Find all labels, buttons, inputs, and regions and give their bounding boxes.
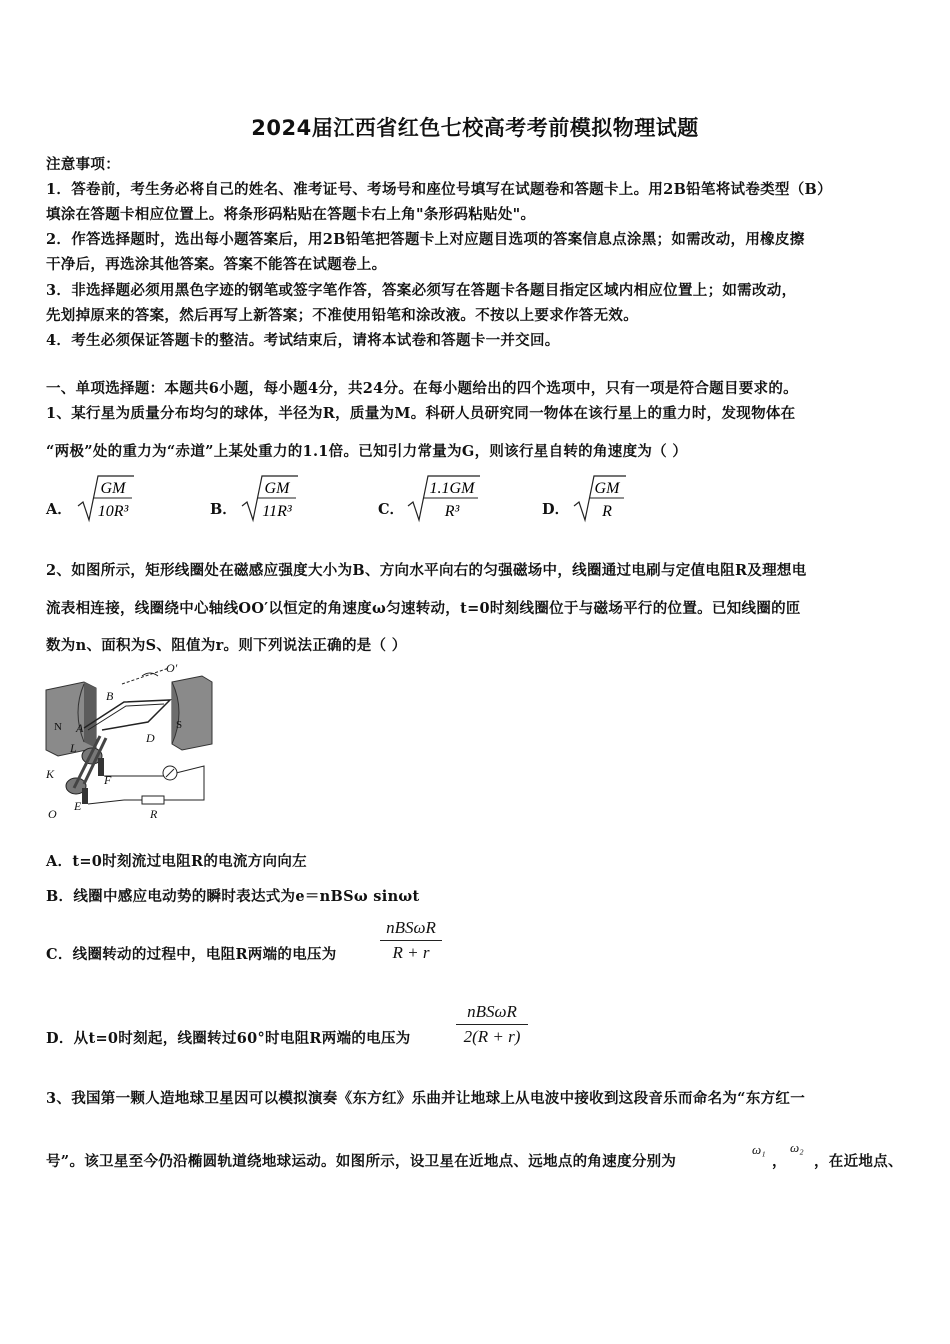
label-o: O xyxy=(48,807,57,821)
label-e: E xyxy=(74,799,82,813)
label-a: A xyxy=(76,721,84,735)
q1-option-d-label: D． xyxy=(542,501,570,518)
q1-option-b-radical xyxy=(240,474,300,524)
q3-omega2: ω₂ xyxy=(790,1140,804,1155)
q2-option-b: B．线圈中感应电动势的瞬时表达式为e＝nBSω sinωt xyxy=(46,888,420,905)
label-s: S xyxy=(176,719,183,731)
label-f: F xyxy=(104,773,112,787)
q2-option-c: C．线圈转动的过程中，电阻R两端的电压为 xyxy=(46,946,337,963)
q3-omega1: ω₁ xyxy=(752,1142,766,1157)
page-title: 2024届江西省红色七校高考考前模拟物理试题 xyxy=(251,116,699,140)
q3-line-1: 3、我国第一颗人造地球卫星因可以模拟演奏《东方红》乐曲并让地球上从电波中接收到这段音乐而命名为“东方红一 xyxy=(46,1090,806,1107)
q1-option-a-radical xyxy=(76,474,136,524)
q1-line-1: 1、某行星为质量分布均匀的球体，半径为R，质量为M。科研人员研究同一物体在该行星上的重力时，发现物体在 xyxy=(46,405,796,422)
q1-option-a-num: GM xyxy=(100,480,126,497)
q1-option-d-num: GM xyxy=(594,480,620,497)
q1-option-c-label: C． xyxy=(378,501,405,518)
q2-option-c-den: R + r xyxy=(392,943,430,962)
section-heading: 一、单项选择题：本题共6小题，每小题4分，共24分。在每小题给出的四个选项中，只有一项是符合题目要求的。 xyxy=(46,380,798,397)
q2-line-3: 数为n、面积为S、阻值为r。则下列说法正确的是（ ） xyxy=(46,637,407,654)
q2-line-1: 2、如图所示，矩形线圈处在磁感应强度大小为B、方向水平向右的匀强磁场中，线圈通过电刷与定值电阻R及理想电 xyxy=(46,562,807,579)
q3-sep: ， xyxy=(772,1153,787,1170)
q2-option-a: A．t=0时刻流过电阻R的电流方向向左 xyxy=(46,853,307,870)
q1-option-c-radical xyxy=(406,474,482,524)
notice-line-3: 2．作答选择题时，选出每小题答案后，用2B铅笔把答题卡上对应题目选项的答案信息点涂黑；如需改动，用橡皮擦 xyxy=(46,231,805,248)
notice-line-2: 填涂在答题卡相应位置上。将条形码粘贴在答题卡右上角"条形码粘贴处"。 xyxy=(46,206,536,223)
q1-option-d-radical xyxy=(572,474,628,524)
generator-figure xyxy=(44,660,224,825)
q2-option-d-den: 2(R + r) xyxy=(463,1027,521,1046)
label-k: K xyxy=(46,767,55,781)
q3-line-2b: ，在近地点、 xyxy=(814,1153,903,1170)
resistor xyxy=(142,796,164,804)
q2-option-d-num: nBSωR xyxy=(467,1002,517,1021)
q1-option-a-label: A． xyxy=(46,501,72,518)
notice-line-5: 3．非选择题必须用黑色字迹的钢笔或签字笔作答，答案必须写在答题卡各题目指定区域内相应位置上；如需改动， xyxy=(46,282,797,299)
q2-option-d-fraction xyxy=(456,1002,528,1047)
notice-line-4: 干净后，再选涂其他答案。答案不能答在试题卷上。 xyxy=(46,256,387,273)
label-n: N xyxy=(54,721,62,733)
label-r: R xyxy=(150,807,158,821)
q1-option-b-den: 11R³ xyxy=(262,503,292,520)
notice-heading: 注意事项： xyxy=(46,156,120,173)
q2-option-c-num: nBSωR xyxy=(386,918,436,937)
q2-option-d: D．从t=0时刻起，线圈转过60°时电阻R两端的电压为 xyxy=(46,1030,411,1047)
q2-line-2: 流表相连接，线圈绕中心轴线OO′以恒定的角速度ω匀速转动，t=0时刻线圈位于与磁场平行的位置。已知线圈的匝 xyxy=(46,600,801,617)
label-d: D xyxy=(146,731,155,745)
q1-option-c-den: R³ xyxy=(444,503,460,520)
q1-option-a-den: 10R³ xyxy=(97,503,129,520)
q1-option-b-label: B． xyxy=(210,501,237,518)
q1-option-c-num: 1.1GM xyxy=(429,480,475,497)
q1-option-b-num: GM xyxy=(264,480,290,497)
q1-option-d-den: R xyxy=(602,503,612,520)
notice-line-7: 4．考生必须保证答题卡的整洁。考试结束后，请将本试卷和答题卡一并交回。 xyxy=(46,332,560,349)
label-o-prime: O′ xyxy=(166,661,178,675)
label-b: B xyxy=(106,689,114,703)
q1-line-2: “两极”处的重力为“赤道”上某处重力的1.1倍。已知引力常量为G，则该行星自转的角速度为（ ） xyxy=(46,443,688,460)
q3-line-2a: 号”。该卫星至今仍沿椭圆轨道绕地球运动。如图所示，设卫星在近地点、远地点的角速度分别为 xyxy=(46,1153,677,1170)
notice-line-1: 1．答卷前，考生务必将自己的姓名、准考证号、考场号和座位号填写在试题卷和答题卡上。用2B铅笔将试卷类型（B） xyxy=(46,181,832,198)
q2-option-c-fraction xyxy=(380,918,442,963)
notice-line-6: 先划掉原来的答案，然后再写上新答案；不准使用铅笔和涂改液。不按以上要求作答无效。 xyxy=(46,307,638,324)
label-l: L xyxy=(70,741,77,755)
